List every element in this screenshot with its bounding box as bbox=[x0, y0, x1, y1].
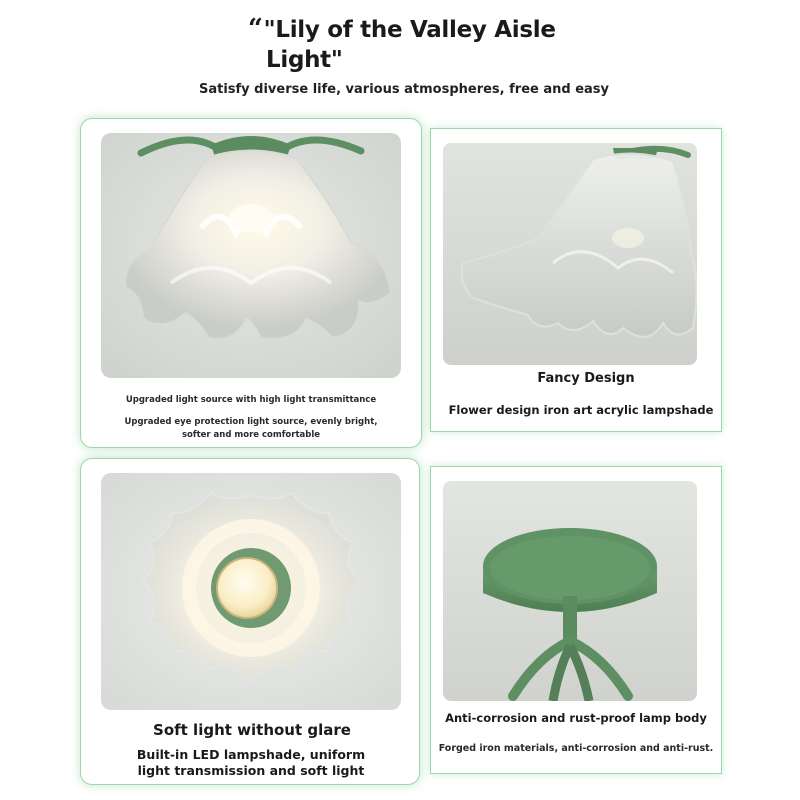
lamp-base-photo bbox=[443, 481, 697, 701]
title-quote-mark: “ bbox=[248, 14, 263, 44]
lamp-body-caption: Forged iron materials, anti-corrosion and anti-rust. bbox=[438, 743, 714, 754]
lamp-body-card bbox=[430, 466, 722, 774]
soft-light-card bbox=[80, 458, 420, 785]
page-title bbox=[248, 14, 568, 75]
fancy-design-title: Fancy Design bbox=[537, 371, 635, 386]
title-line-1: "Lily of the Valley Aisle bbox=[263, 17, 556, 43]
light-source-caption-1: Upgraded light source with high light transmittance bbox=[125, 395, 377, 405]
title-line-2: Light" bbox=[266, 47, 343, 73]
fancy-design-caption: Flower design iron art acrylic lampshade bbox=[448, 403, 714, 417]
lit-lampshade-photo bbox=[101, 133, 401, 378]
light-source-caption-2: Upgraded eye protection light source, evenly bright, softer and more comfortable bbox=[124, 417, 378, 440]
lampshade-side-photo bbox=[443, 143, 697, 365]
lampshade-underside-photo bbox=[101, 473, 401, 710]
fancy-design-card bbox=[430, 128, 722, 432]
soft-light-caption: Built-in LED lampshade, uniform light transmission and soft light bbox=[136, 747, 366, 778]
soft-light-title: Soft light without glare bbox=[153, 721, 351, 739]
light-source-card bbox=[80, 118, 422, 448]
lamp-body-title: Anti-corrosion and rust-proof lamp body bbox=[445, 711, 707, 725]
page-subtitle: Satisfy diverse life, various atmospheres, free and easy bbox=[198, 82, 610, 97]
